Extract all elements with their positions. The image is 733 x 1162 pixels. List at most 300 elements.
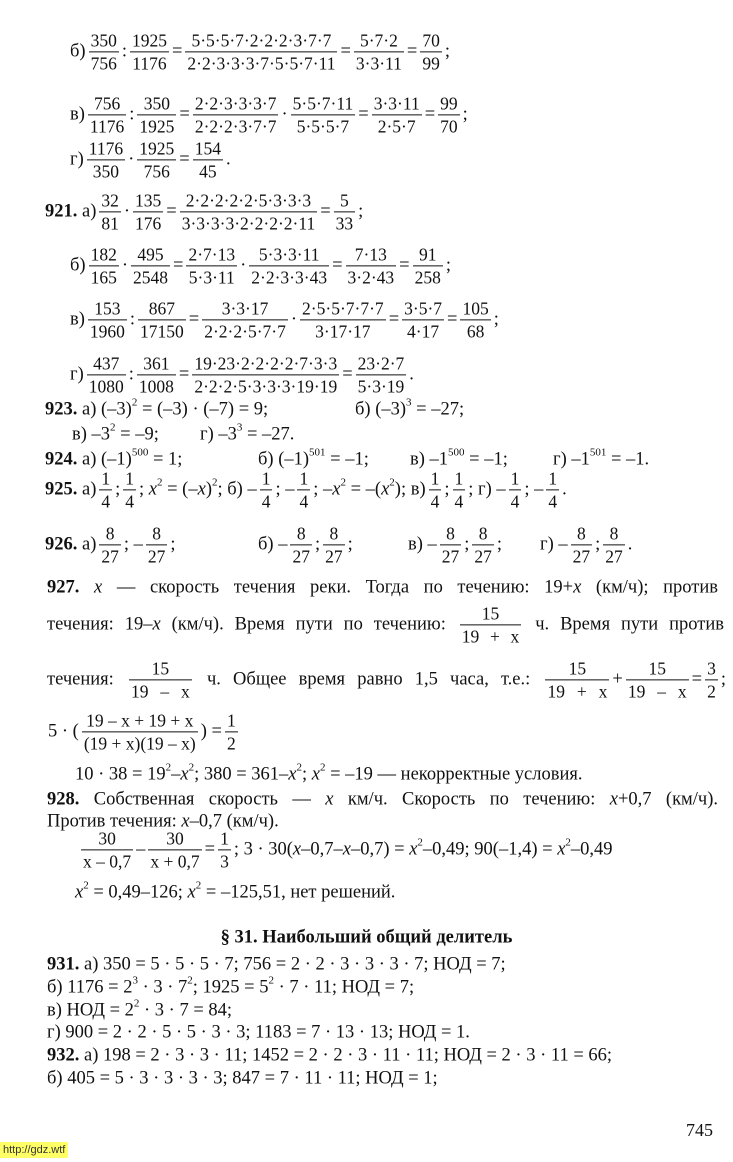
fraction <box>260 468 273 511</box>
numerator: 1 <box>101 468 111 489</box>
text-segment: = –27. <box>242 424 295 445</box>
fraction <box>356 353 407 396</box>
text-segment: ) = <box>200 721 222 742</box>
exponent: 3 <box>132 974 138 986</box>
text-segment: ; <box>347 534 353 555</box>
text-segment: ; 380 = 361– <box>194 764 289 785</box>
text-segment: ; <box>115 479 121 500</box>
math-line <box>47 1023 470 1044</box>
fraction <box>354 30 404 73</box>
fraction <box>180 190 317 233</box>
fraction <box>705 658 718 701</box>
problem-number: 924. <box>45 449 78 470</box>
text-segment: = –19 — некорректные условия. <box>325 764 583 785</box>
math-item <box>72 421 159 446</box>
denominator: x + 0,7 <box>150 851 200 872</box>
section-heading: § 31. Наибольший общий делитель <box>220 927 513 948</box>
problem-number: 931. <box>47 954 80 975</box>
text-segment: = –1; <box>325 449 369 470</box>
text-segment: ; <box>595 534 601 555</box>
denominator: 4 <box>261 491 271 512</box>
denominator: 2·2·2·5·3·3·3·19·19 <box>194 376 338 397</box>
math-item <box>45 523 176 566</box>
fraction <box>297 468 310 511</box>
text-segment: ; <box>462 104 468 125</box>
text-segment: = <box>342 364 353 385</box>
numerator: 7·13 <box>354 244 387 265</box>
fraction <box>137 93 176 136</box>
exponent: 3 <box>236 421 243 433</box>
variable: x <box>180 764 189 785</box>
denominator: 17150 <box>140 321 184 342</box>
math-item <box>553 446 650 471</box>
text-segment: = <box>179 104 190 125</box>
fraction <box>186 244 237 287</box>
fraction <box>202 298 288 341</box>
text-segment: : <box>121 41 127 62</box>
fraction <box>89 244 119 287</box>
exponent: 2 <box>188 761 195 773</box>
text-segment: ; <box>139 479 149 500</box>
text-segment: (км/ч); против <box>581 577 719 598</box>
text-segment: – <box>136 839 146 860</box>
text-segment: : <box>129 309 136 330</box>
fraction <box>99 190 121 233</box>
text-segment: в) –3 <box>72 424 111 445</box>
text-segment: · <box>240 255 247 276</box>
numerator: 153 <box>94 298 121 319</box>
fraction <box>323 523 345 566</box>
exponent: 501 <box>589 446 607 458</box>
text-segment: = <box>332 255 343 276</box>
denominator: x – 0,7 <box>83 851 132 872</box>
text-segment: = <box>204 839 216 860</box>
numerator: 437 <box>93 353 120 374</box>
math-item <box>258 523 353 566</box>
text-segment: . <box>409 364 414 385</box>
text-segment: в) НОД = 2 <box>47 1000 134 1021</box>
text-segment: (км/ч). Время пути по течению: <box>160 614 457 635</box>
text-segment: ; – <box>313 479 333 500</box>
text-segment: г) –1 <box>553 449 590 470</box>
numerator: 30 <box>98 828 116 849</box>
denominator: 5·5·5·7 <box>291 115 356 137</box>
math-line <box>70 244 451 287</box>
denominator: 1176 <box>89 116 125 137</box>
text-segment: = (–3) · (–7) = 9; <box>137 399 269 420</box>
fraction <box>509 468 522 511</box>
fraction <box>133 190 163 233</box>
numerator: 1 <box>125 468 135 489</box>
text-segment: а) (–1) <box>77 449 132 470</box>
denominator: 81 <box>101 213 119 234</box>
text-segment: км/ч. Скорость по течению: <box>333 789 610 810</box>
text-segment: = <box>447 309 458 330</box>
text-segment: течения: 19– <box>47 614 153 635</box>
fraction <box>429 468 442 511</box>
denominator: 19 + x <box>461 626 520 647</box>
text-segment: = <box>358 104 369 125</box>
numerator: 5·3·3·11 <box>258 244 320 265</box>
fraction <box>89 30 119 73</box>
numerator: 1 <box>510 468 520 489</box>
denominator: 1176 <box>130 52 169 74</box>
denominator: 27 <box>605 546 623 567</box>
text-segment: · <box>281 104 288 125</box>
text-segment: ; <box>444 41 450 62</box>
exponent: 2 <box>417 836 423 848</box>
text-segment: ); в) <box>394 479 426 500</box>
numerator: 15 <box>151 658 170 679</box>
numerator: 8 <box>105 523 115 544</box>
exponent: 501 <box>309 446 326 458</box>
variable: x <box>187 882 196 903</box>
numerator: 2·2·3·3·3·7 <box>194 93 277 114</box>
denominator: 70 <box>440 116 458 137</box>
fraction <box>82 710 198 753</box>
text-segment: ; <box>302 764 312 785</box>
fraction <box>193 138 223 181</box>
denominator: 258 <box>414 267 441 288</box>
text-segment: –0,7– <box>301 839 343 860</box>
text-segment: –0,7) = <box>350 839 410 860</box>
denominator: 27 <box>474 546 492 567</box>
text-segment: = –1; <box>464 449 508 470</box>
denominator: 2 <box>227 733 236 754</box>
numerator: 1 <box>261 468 271 489</box>
fraction <box>626 658 689 701</box>
text-segment: Против течения: <box>47 811 182 832</box>
fraction <box>334 190 356 233</box>
numerator: 32 <box>101 190 119 211</box>
numerator: 8 <box>577 523 586 544</box>
text-segment: б) 1176 = 2 <box>47 977 133 998</box>
fraction <box>346 244 397 287</box>
denominator: 1008 <box>138 376 174 397</box>
denominator: 4 <box>430 491 440 512</box>
fraction <box>453 468 466 511</box>
exponent: 2 <box>340 476 346 488</box>
fraction <box>88 298 127 341</box>
numerator: 3·3·11 <box>373 93 420 114</box>
fraction <box>193 93 279 136</box>
fraction <box>460 298 490 341</box>
text-segment: б) 405 = 5 · 3 · 3 · 3 · 3; 847 = 7 · 11 · 11; НОД = 1; <box>47 1068 438 1089</box>
text-segment: = <box>178 364 190 385</box>
denominator: 2·2·2·3·7·7 <box>194 116 277 137</box>
math-line <box>47 974 415 999</box>
text-segment: г) 900 = 2 · 2 · 5 · 5 · 3 · 3; 1183 = 7 · 13 · 13; НОД = 1. <box>47 1022 470 1043</box>
numerator: 1 <box>454 468 464 489</box>
denominator: 176 <box>135 213 162 234</box>
exponent: 2 <box>565 836 571 848</box>
numerator: 1925 <box>131 30 167 51</box>
variable: x <box>409 839 418 860</box>
text-segment: ; <box>445 255 451 276</box>
problem-number: 923. <box>45 399 78 420</box>
text-segment: 10 · 38 = 19 <box>75 764 166 785</box>
exponent: 2 <box>296 761 302 773</box>
math-line <box>45 468 567 511</box>
numerator: 867 <box>148 298 176 319</box>
text-segment: . <box>562 479 567 500</box>
math-line <box>70 93 468 136</box>
numerator: 361 <box>143 353 170 374</box>
watermark-link[interactable]: http://gdz.wtf <box>0 1142 68 1158</box>
text-segment: в) <box>70 309 85 330</box>
text-segment: в) <box>70 104 85 125</box>
exponent: 2 <box>187 974 193 986</box>
text-segment: – <box>171 764 181 785</box>
denominator: 68 <box>460 320 490 342</box>
text-segment: б) – <box>258 534 288 555</box>
math-item <box>540 523 632 566</box>
text-segment: ; <box>444 479 450 500</box>
text-segment: = <box>320 201 331 222</box>
numerator: 1 <box>227 710 236 731</box>
numerator: 3·3·17 <box>221 298 269 319</box>
math-line <box>47 1069 438 1090</box>
variable: x <box>152 614 161 635</box>
text-segment: = 1; <box>148 449 183 470</box>
exponent: 2 <box>165 761 172 773</box>
text-segment: ; – <box>275 479 295 500</box>
denominator: 27 <box>101 546 119 567</box>
denominator: 45 <box>193 160 223 182</box>
text-segment: . <box>225 149 231 170</box>
exponent: 500 <box>131 446 149 458</box>
text-segment: = <box>188 309 200 330</box>
text-segment: –0,49; 90(–1,4) = <box>422 839 558 860</box>
variable: x <box>557 839 566 860</box>
problem-number: 932. <box>47 1045 80 1066</box>
denominator: 4 <box>454 491 464 512</box>
denominator: 99 <box>422 53 440 74</box>
variable: x <box>181 811 190 832</box>
text-segment: = 0,49–126; <box>88 882 188 903</box>
text-segment: . <box>627 534 633 555</box>
denominator: 27 <box>292 546 310 567</box>
fraction <box>225 710 238 753</box>
denominator: 27 <box>147 546 166 567</box>
numerator: 1 <box>548 468 558 489</box>
text-segment: ; г) – <box>468 479 506 500</box>
math-line <box>47 790 718 811</box>
fraction <box>87 353 126 396</box>
numerator: 3·5·7 <box>404 298 443 319</box>
text-segment: — скорость течения реки. Тогда по течению: 19+ <box>102 577 574 598</box>
denominator: 1925 <box>139 116 175 137</box>
exponent: 2 <box>131 396 138 408</box>
numerator: 8 <box>296 523 306 544</box>
numerator: 5·5·5·7·2·2·2·3·7·7 <box>191 30 332 51</box>
denominator: 2548 <box>133 267 168 288</box>
problem-number: 927. <box>47 577 80 598</box>
text-segment: = <box>691 669 703 690</box>
denominator: 4 <box>548 491 558 512</box>
math-line <box>47 1046 612 1067</box>
math-line <box>48 710 241 753</box>
exponent: 2 <box>110 421 116 433</box>
numerator: 99 <box>440 93 458 114</box>
text-segment: = –27; <box>411 399 465 420</box>
text-segment: ; – <box>123 534 143 555</box>
fraction <box>300 298 386 341</box>
variable: x <box>75 882 84 903</box>
math-line <box>78 828 613 871</box>
fraction <box>131 244 170 287</box>
exponent: 3 <box>406 396 412 408</box>
fraction <box>192 353 339 396</box>
fraction <box>291 93 356 136</box>
fraction <box>438 93 460 136</box>
math-item <box>410 446 508 471</box>
text-segment: ; 1925 = 5 <box>192 977 269 998</box>
denominator: 2·2·2·5·7·7 <box>204 321 286 342</box>
fraction <box>185 30 337 73</box>
fraction <box>88 93 126 136</box>
numerator: 8 <box>446 523 455 544</box>
denominator: 3·3·3·3·2·2·2·2·11 <box>181 213 316 234</box>
denominator: 2 <box>707 681 716 702</box>
numerator: 8 <box>152 523 162 544</box>
text-segment: = <box>179 149 190 170</box>
math-line <box>47 955 506 976</box>
text-segment: = <box>340 41 351 62</box>
denominator: 4 <box>101 491 111 512</box>
problem-number: 928. <box>47 789 80 810</box>
text-segment: = <box>166 201 177 222</box>
text-segment: –0,7 (км/ч). <box>189 811 279 832</box>
denominator: 756 <box>137 160 176 182</box>
text-segment: = <box>388 309 400 330</box>
fraction <box>99 468 112 511</box>
text-segment: ; <box>358 201 364 222</box>
math-line <box>47 603 724 647</box>
math-line <box>45 190 363 233</box>
text-segment: = <box>406 41 418 62</box>
text-segment: + <box>612 669 623 690</box>
denominator: 3·2·43 <box>347 267 395 288</box>
text-segment: а) <box>77 201 97 222</box>
math-line <box>47 658 726 702</box>
denominator: 1960 <box>89 321 125 342</box>
fraction <box>81 828 133 871</box>
text-segment: а) (–3) <box>77 399 132 420</box>
fraction <box>372 93 422 136</box>
denominator: 3·3·11 <box>355 53 402 74</box>
text-segment: ч. Время пути против <box>524 614 724 635</box>
denominator: 2·2·3·3·3·7·5·5·7·11 <box>187 53 336 74</box>
math-line <box>47 997 233 1022</box>
text-segment: б) <box>70 255 86 276</box>
text-segment: ч. Общее время равно 1,5 часа, т.е.: <box>194 669 543 690</box>
text-segment: г) – <box>540 534 568 555</box>
text-segment: · 3 · 7 = 84; <box>139 1000 233 1021</box>
text-segment: : <box>129 104 135 125</box>
fraction <box>546 468 559 511</box>
denominator: 19 – x <box>130 681 190 702</box>
numerator: 2·7·13 <box>188 244 236 265</box>
text-segment: ; б) – <box>217 479 257 500</box>
denominator: (19 + x)(19 – x) <box>83 733 196 754</box>
fraction <box>123 468 136 511</box>
numerator: 15 <box>568 658 587 679</box>
numerator: 23·2·7 <box>357 353 405 374</box>
text-segment: течения: <box>47 669 126 690</box>
exponent: 2 <box>157 476 163 488</box>
text-segment: г) <box>70 364 84 385</box>
denominator: 5·3·11 <box>186 266 237 288</box>
fraction <box>137 353 176 396</box>
math-item <box>355 396 465 421</box>
math-line <box>75 879 396 904</box>
numerator: 154 <box>194 138 221 159</box>
numerator: 1 <box>299 468 309 489</box>
denominator: 165 <box>90 267 117 288</box>
denominator: 2·5·7 <box>372 115 422 137</box>
numerator: 5 <box>340 190 349 211</box>
exponent: 2 <box>212 476 218 488</box>
variable: x <box>325 789 334 810</box>
denominator: 1080 <box>88 376 124 397</box>
fraction <box>129 658 192 701</box>
text-segment: а) 350 = 5 · 5 · 5 · 7; 756 = 2 · 2 · 3 · 3 · 3 · 7; НОД = 7; <box>79 954 506 975</box>
text-segment: ; <box>464 534 470 555</box>
exponent: 2 <box>83 879 89 891</box>
fraction <box>249 244 329 287</box>
fraction <box>545 658 609 701</box>
fraction <box>99 523 121 566</box>
fraction <box>603 523 625 566</box>
text-segment: в) – <box>408 534 437 555</box>
numerator: 8 <box>329 523 339 544</box>
math-line <box>47 578 718 599</box>
numerator: 19 – x + 19 + x <box>86 710 194 731</box>
numerator: 1176 <box>88 138 124 159</box>
text-segment: в) –1 <box>410 449 449 470</box>
text-segment: а) <box>77 479 97 500</box>
variable: x <box>292 839 302 860</box>
text-segment: г) <box>70 149 84 170</box>
problem-number: 926. <box>45 534 78 555</box>
fraction <box>130 30 169 73</box>
text-segment: : <box>128 364 134 385</box>
problem-number: 921. <box>45 201 78 222</box>
numerator: 350 <box>90 30 117 51</box>
math-line <box>70 353 414 396</box>
numerator: 2·2·2·2·2·5·3·3·3 <box>185 190 312 211</box>
fraction <box>290 523 312 566</box>
denominator: 33 <box>335 213 354 234</box>
denominator: 27 <box>441 546 460 567</box>
numerator: 1 <box>430 468 440 489</box>
fraction <box>571 523 593 566</box>
text-segment: ; <box>170 534 176 555</box>
text-segment: а) 198 = 2 · 3 · 3 · 11; 1452 = 2 · 2 · 3 · 11 · 11; НОД = 2 · 3 · 11 = 66; <box>79 1045 613 1066</box>
fraction <box>472 523 494 566</box>
numerator: 1 <box>220 828 229 849</box>
fraction <box>440 523 462 566</box>
numerator: 1925 <box>139 138 175 159</box>
numerator: 8 <box>609 523 619 544</box>
text-segment: · <box>128 149 135 170</box>
variable: x <box>381 479 390 500</box>
math-line <box>70 138 231 181</box>
text-segment: ; <box>720 669 726 690</box>
denominator: 2·2·3·3·43 <box>251 267 328 288</box>
numerator: 105 <box>462 298 489 319</box>
